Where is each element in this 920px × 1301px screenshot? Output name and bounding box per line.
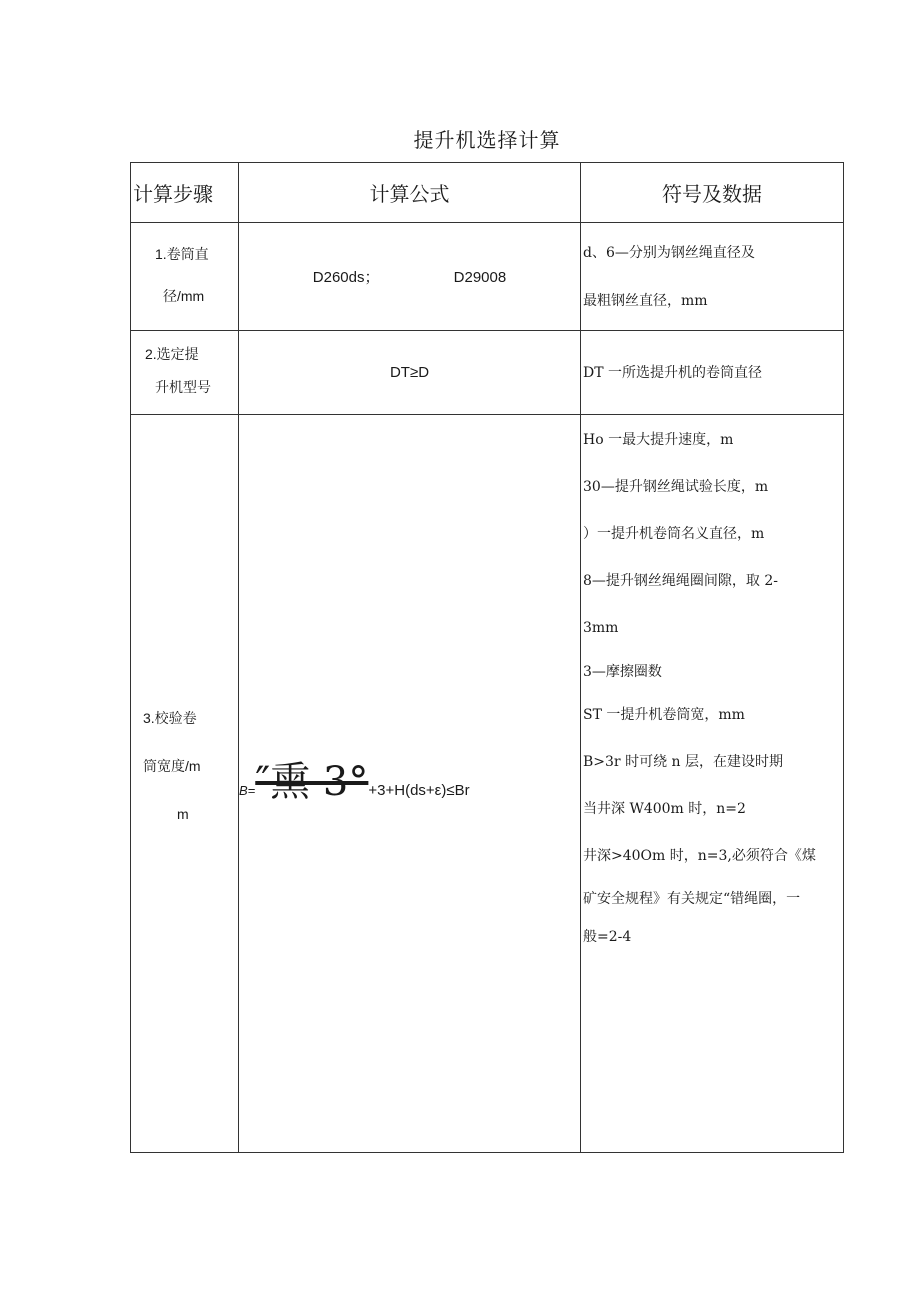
symbol-line: 最粗钢丝直径，mm (583, 293, 708, 309)
symbol-line: 30—提升钢丝绳试验长度，m (583, 479, 769, 495)
header-formula: 计算公式 (239, 163, 581, 223)
step-cell (131, 415, 239, 1153)
symbol-line: 3—摩擦圈数 (583, 664, 662, 680)
symbol-line: Ho 一最大提升速度，m (583, 432, 734, 448)
page-title: 提升机选择计算 (413, 128, 561, 152)
symbol-line: 当井深 W400m 时，n=2 (583, 801, 746, 817)
table-row (131, 223, 844, 331)
formula-part: D29008 (453, 269, 507, 286)
step-line: 径/mm (163, 288, 205, 304)
header-step: 计算步骤 (131, 163, 239, 223)
symbols-cell (581, 415, 844, 1153)
step-line: 3.校验卷 (143, 710, 197, 726)
formula-prefix: B= (239, 783, 256, 798)
formula-part: D260ds； (312, 269, 380, 286)
step-line: 筒宽度/m (143, 758, 201, 774)
symbols-cell (581, 331, 844, 415)
symbol-line: 矿安全规程》有关规定“错绳圈，一 (583, 891, 801, 907)
symbol-line: ）一提升机卷筒名义直径，m (583, 526, 765, 542)
step-cell (131, 331, 239, 415)
symbol-line: 8—提升钢丝绳绳圈间隙，取 2- (583, 573, 778, 589)
symbol-line: 井深>40Om 时，n=3,必须符合《煤 (583, 848, 816, 864)
formula-cell (239, 223, 581, 331)
step-cell (131, 223, 239, 331)
symbol-line: B>3r 时可绕 n 层，在建设时期 (583, 754, 783, 770)
step-line: 2.选定提 (145, 346, 199, 362)
symbols-cell (581, 223, 844, 331)
step-line: 升机型号 (155, 379, 211, 395)
formula-cell: DT≥D (239, 331, 581, 415)
symbol-line: 3mm (583, 620, 619, 636)
symbol-line: ST 一提升机卷筒宽，mm (583, 707, 745, 723)
step-line: m (177, 806, 189, 822)
formula-suffix: +3+H(ds+ε)≤Br (368, 782, 470, 799)
calculation-table (130, 162, 844, 1153)
symbol-line: d、6—分别为钢丝绳直径及 (583, 245, 755, 261)
formula-cell (239, 415, 581, 1153)
table-header-row (131, 163, 844, 223)
symbol-line: 般=2-4 (583, 929, 632, 945)
symbol-line: DT 一所选提升机的卷筒直径 (583, 365, 763, 381)
step-line: 1.卷筒直 (155, 246, 209, 262)
formula-distorted-fraction: ″熏 3° (255, 759, 369, 805)
table-row (131, 331, 844, 415)
header-symbols: 符号及数据 (581, 163, 844, 223)
table-row (131, 415, 844, 1153)
